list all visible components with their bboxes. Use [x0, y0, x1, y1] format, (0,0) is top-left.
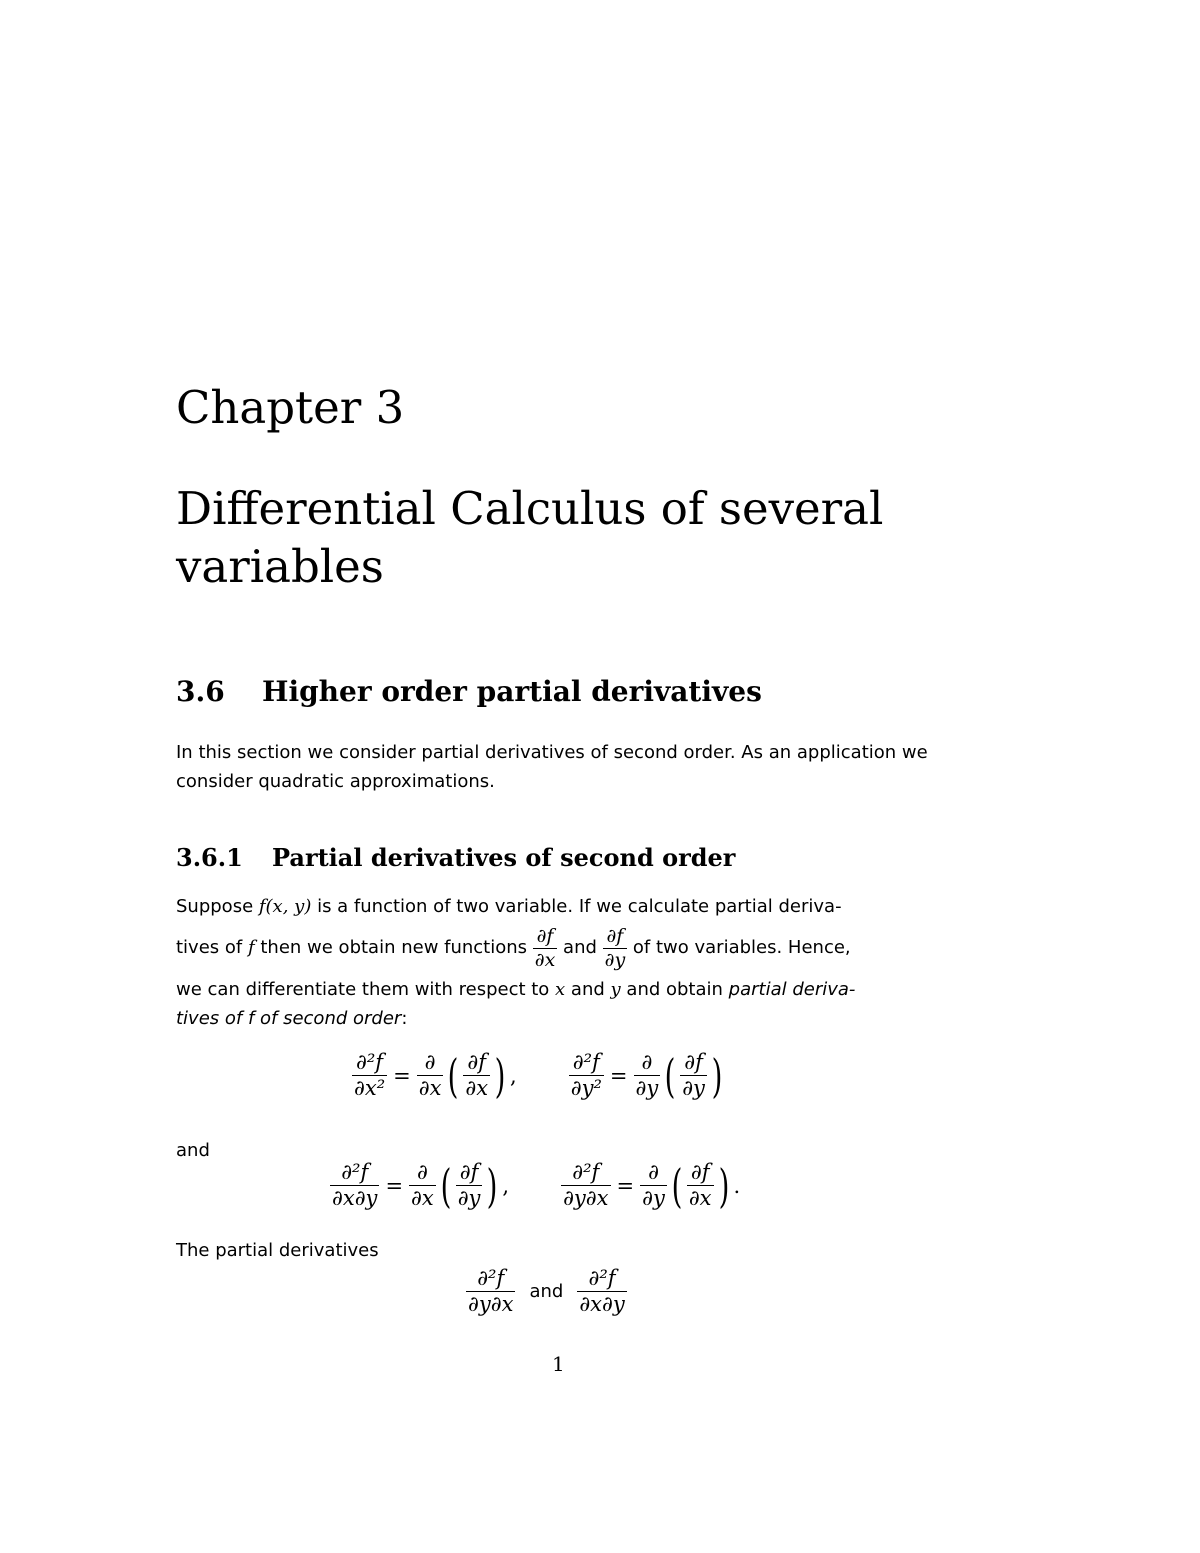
fraction: $\frac{\partial f}{\partial y}$ — [457, 1160, 481, 1210]
fraction: $\frac{\text{∂²f}}{\partial x\partial y}$ — [332, 1160, 378, 1210]
inline-math: x — [555, 979, 566, 1000]
subsection-title: Partial derivatives of second order — [272, 843, 736, 872]
and-label: and — [176, 1140, 210, 1161]
equation-mixed-pair: $\frac{\text{∂²f}}{\partial y\partial x}$ and $\frac{\text{∂²f}}{\partial x\partial y}$ — [468, 1266, 625, 1316]
fraction-df-dy: $\frac{\partial f}{\partial y}$ — [604, 924, 626, 971]
equation-second-derivatives: $\frac{\text{∂²f}}{\text{∂x²}}$ = $\frac{\partial}{\partial x}$ ( $\frac{\partial f}{\partial x}$ ) , $\frac{\text{∂²f}}{\text{∂y²}}$ = $\frac{\partial}{\partial y}$ ( $\frac{\partial f}{\partial y}$ ) — [354, 1048, 723, 1103]
fraction: $\frac{\partial}{\partial x}$ — [411, 1160, 434, 1210]
partials-intro: The partial derivatives — [176, 1240, 379, 1261]
paragraph-line: tives of f then we obtain new functions $\frac{\partial f}{\partial x}$ and $\frac{\partial f}{\partial y}$ of two variables. Hence, — [176, 924, 851, 971]
fraction: $\frac{\partial f}{\partial y}$ — [682, 1050, 705, 1100]
fraction-df-dx: $\frac{\partial f}{\partial x}$ — [534, 924, 556, 971]
body-paragraph — [176, 892, 936, 1033]
section-intro: In this section we consider partial derivatives of second order. As an application we consider quadratic approximations. — [176, 742, 928, 792]
section-title: Higher order partial derivatives — [262, 675, 762, 708]
equation-mixed-derivatives: $\frac{\text{∂²f}}{\partial x\partial y}$ = $\frac{\partial}{\partial x}$ ( $\frac{\partial f}{\partial y}$ ) , $\frac{\text{∂²f}}{\partial y\partial x}$ = $\frac{\partial}{\partial y}$ ( $\frac{\partial f}{\partial x}$ ) . — [332, 1158, 741, 1213]
fraction: $\frac{\partial}{\partial y}$ — [635, 1050, 659, 1100]
paragraph-line: we can differentiate them with respect to x and y and obtain partial deriva- — [176, 979, 856, 1000]
inline-math: f — [247, 937, 255, 958]
page-number: 1 — [552, 1352, 565, 1376]
fraction: $\frac{\partial f}{\partial x}$ — [688, 1160, 712, 1210]
emphasis: partial deriva- — [728, 979, 856, 1000]
subsection-number: 3.6.1 — [176, 843, 243, 872]
inline-math: f(x, y) — [258, 896, 312, 917]
fraction: $\frac{\text{∂²f}}{\text{∂x²}}$ — [354, 1050, 386, 1100]
fraction: $\frac{\text{∂²f}}{\partial y\partial x}$ — [563, 1160, 609, 1210]
chapter-title: Differential Calculus of several variables — [176, 482, 884, 593]
emphasis: tives of f of second order — [176, 1008, 402, 1029]
fraction: $\frac{\partial f}{\partial x}$ — [465, 1050, 489, 1100]
fraction: $\frac{\partial}{\partial y}$ — [642, 1160, 665, 1210]
fraction: $\frac{\text{∂²f}}{\partial y\partial x}$ — [468, 1266, 514, 1316]
fraction: $\frac{\text{∂²f}}{\partial x\partial y}$ — [579, 1266, 625, 1316]
chapter-label: Chapter 3 — [176, 381, 405, 434]
section-number: 3.6 — [176, 675, 225, 708]
paragraph-line: Suppose f(x, y) is a function of two variable. If we calculate partial deriva- — [176, 896, 842, 917]
fraction: $\frac{\partial}{\partial x}$ — [418, 1050, 442, 1100]
section-heading — [176, 672, 762, 712]
fraction: $\frac{\text{∂²f}}{\text{∂y²}}$ — [570, 1050, 602, 1100]
subsection-heading — [176, 840, 735, 876]
paragraph-line: tives of f of second order: — [176, 1008, 408, 1029]
inline-math: y — [610, 979, 621, 1000]
